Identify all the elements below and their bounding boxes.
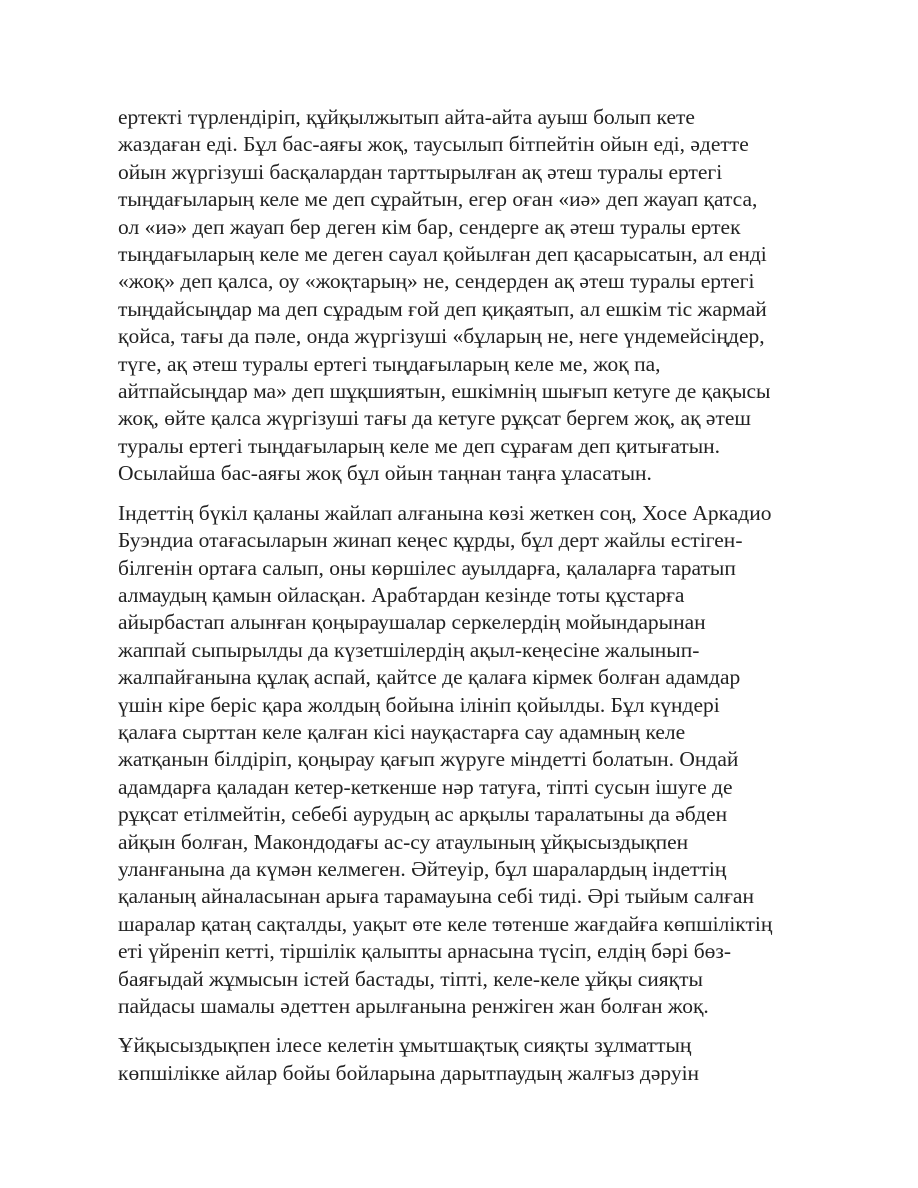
text-line: Ұйқысыздықпен ілесе келетін ұмытшақтық сияқты зұлматтың (118, 1033, 692, 1058)
paragraph-2 (118, 500, 818, 1021)
text-line: пайдасы шамалы әдеттен арылғанына ренжіген жан болған жоқ. (118, 994, 709, 1018)
text-line: қаланың айналасынан арыға тарамауына себі тиді. Әрі тыйым салған (118, 884, 754, 909)
text-line: шаралар қатаң сақталды, уақыт өте келе төтенше жағдайға көпшіліктің (118, 911, 773, 936)
document-page (118, 104, 818, 1099)
text-line: жаппай сыпырылды да күзетшілердің ақыл-кеңесіне жалынып- (118, 637, 700, 662)
text-line: ол «иә» деп жауап бер деген кім бар, сендерге ақ әтеш туралы ертек (118, 214, 741, 239)
text-line: жатқанын білдіріп, қоңырау қағып жүруге міндетті болатын. Ондай (118, 747, 739, 772)
text-line: жоқ, өйте қалса жүргізуші тағы да кетуге рұқсат бергем жоқ, ақ әтеш (118, 406, 751, 431)
text-line: «жоқ» деп қалса, оу «жоқтарың» не, сендерден ақ әтеш туралы ертегі (118, 269, 755, 294)
text-line: қалаға сырттан келе қалған кісі науқастарға сау адамның келе (118, 719, 686, 744)
text-line: Буэндиа отағасыларын жинап кеңес құрды, бұл дерт жайлы естіген- (118, 528, 743, 553)
text-line: жаздаған еді. Бұл бас-аяғы жоқ, таусылып бітпейтін ойын еді, әдетте (118, 132, 749, 157)
text-line: туралы ертегі тыңдағыларың келе ме деп сұрағам деп қитығатын. (118, 433, 721, 458)
text-line: Осылайша бас-аяғы жоқ бұл ойын таңнан таңға ұласатын. (118, 461, 652, 486)
text-line: ертекті түрлендіріп, құйқылжытып айта-айта ауыш болып кете (118, 105, 695, 129)
text-line: білгенін ортаға салып, оны көршілес ауылдарға, қалаларға таратып (118, 555, 736, 580)
text-line: айқын болған, Макондодағы ас-су атаулының ұйқысыздықпен (118, 829, 689, 854)
text-line: айтпайсыңдар ма» деп шұқшиятын, ешкімнің шығып кетуге де қақысы (118, 379, 771, 404)
text-line: қойса, тағы да пәле, онда жүргізуші «бұларың не, неге үндемейсіңдер, (118, 324, 765, 349)
text-line: Індеттің бүкіл қаланы жайлап алғанына көзі жеткен соң, Хосе Аркадио (118, 500, 772, 525)
paragraph-3 (118, 1032, 818, 1087)
text-line: тыңдағыларың келе ме деп сұрайтын, егер оған «иә» деп жауап қатса, (118, 187, 758, 212)
text-line: баяғыдай жұмысын істей бастады, тіпті, келе-келе ұйқы сияқты (118, 966, 703, 991)
text-line: ойын жүргізуші басқалардан тарттырылған ақ әтеш туралы ертегі (118, 159, 723, 184)
text-line: адамдарға қаладан кетер-кеткенше нәр татуға, тіпті сусын ішуге де (118, 774, 733, 799)
text-line: айырбастап алынған қоңыраушалар серкелердің мойындарынан (118, 610, 706, 635)
text-line: жалпайғанына құлақ аспай, қайтсе де қалаға кірмек болған адамдар (118, 665, 741, 690)
text-line: еті үйреніп кетті, тіршілік қалыпты арнасына түсіп, елдің бәрі бөз- (118, 939, 732, 964)
text-line: уланғанына да күмән келмеген. Әйтеуір, бұл шаралардың індеттің (118, 856, 727, 881)
text-line: алмаудың қамын ойласқан. Арабтардан кезінде тоты құстарға (118, 582, 685, 607)
text-line: түге, ақ әтеш туралы ертегі тыңдағыларың келе ме, жоқ па, (118, 351, 661, 376)
text-line: көпшілікке айлар бойы бойларына дарытпаудың жалғыз дәруін (118, 1060, 700, 1085)
text-line: тыңдағыларың келе ме деген сауал қойылған деп қасарысатын, ал енді (118, 242, 767, 267)
text-line: тыңдайсыңдар ма деп сұрадым ғой деп қиқаятып, ал ешкім тіс жармай (118, 296, 767, 321)
paragraph-1 (118, 104, 818, 488)
text-line: рұқсат етілмейтін, себебі аурудың ас арқылы таралатыны да әбден (118, 802, 728, 827)
text-line: үшін кіре беріс қара жолдың бойына ілініп қойылды. Бұл күндері (118, 692, 720, 717)
